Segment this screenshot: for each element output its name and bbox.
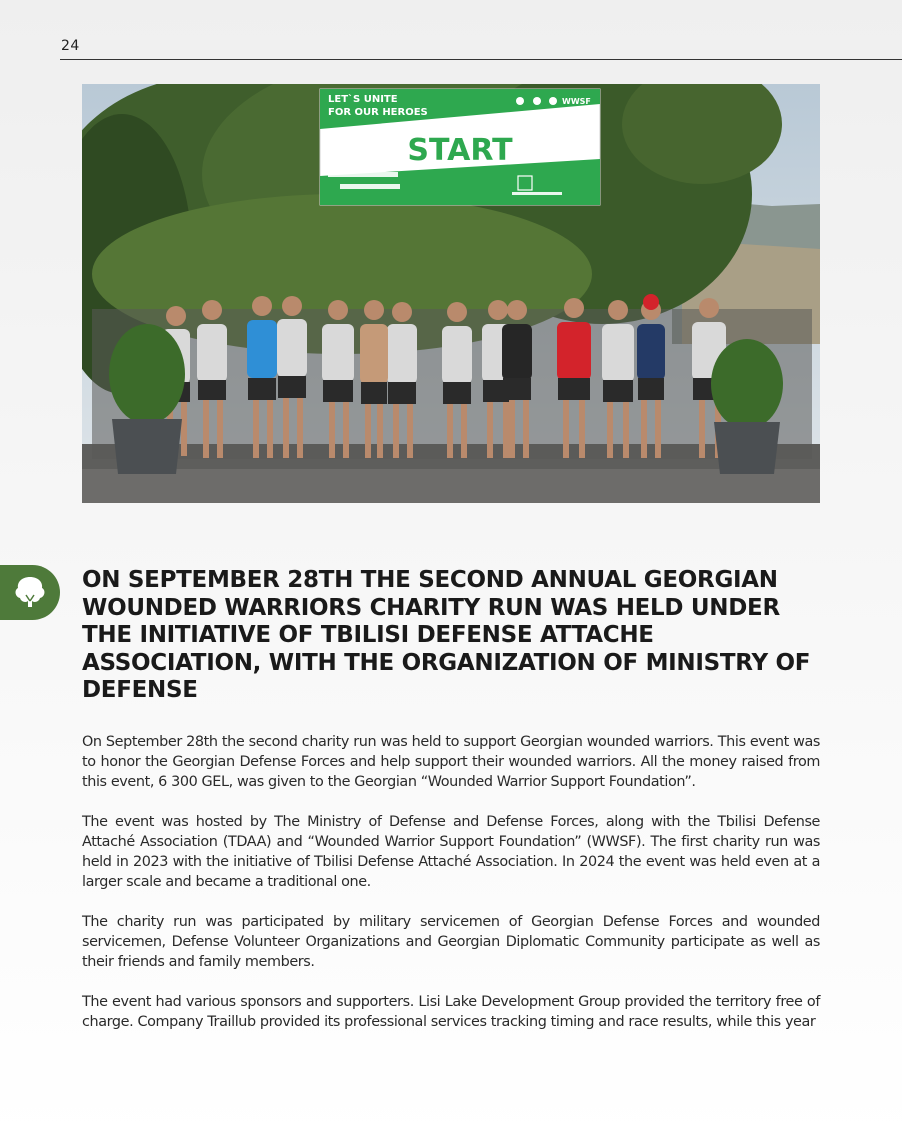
banner-sponsor: WWSF xyxy=(562,97,591,106)
paragraph-4: The event had various sponsors and supporters. Lisi Lake Development Group provided the territory free of charge. Company Traillub provided its professional services tracking timing and race results, while this year xyxy=(82,994,820,1030)
paragraph-3: The charity run was participated by military servicemen of Georgian Defense Forces and wounded servicemen, Defense Volunteer Organizations and Georgian Diplomatic Community participate as well as their friends and family members. xyxy=(82,914,820,970)
start-banner xyxy=(320,89,600,205)
sponsor-logo-icon xyxy=(549,97,557,105)
race-start-photo xyxy=(82,84,820,503)
paragraph-2: The event was hosted by The Ministry of Defense and Defense Forces, along with the Tbilisi Defense Attaché Association (TDAA) and “Wounded Warrior Support Foundation” (WWSF). The first charity run was held in 2023 with the initiative of Tbilisi Defense Attaché Association. In 2024 the event was held even at a larger scale and became a traditional one. xyxy=(82,814,820,890)
header-rule xyxy=(60,59,902,60)
tree-icon xyxy=(12,574,48,610)
banner-line2: FOR OUR HEROES xyxy=(328,107,428,118)
sponsor-logo-icon xyxy=(516,97,524,105)
article-headline: ON SEPTEMBER 28TH THE SECOND ANNUAL GEORGIAN WOUNDED WARRIORS CHARITY RUN WAS HELD UNDER THE INITIATIVE OF TBILISI DEFENSE ATTACHE ASSOCIATION, WITH THE ORGANIZATION OF MINISTRY OF DEFENSE xyxy=(82,567,811,703)
sponsor-logo-icon xyxy=(533,97,541,105)
banner-line1: LET`S UNITE xyxy=(328,94,398,105)
paragraph-1: On September 28th the second charity run was held to support Georgian wounded warriors. This event was to honor the Georgian Defense Forces and help support their wounded warriors. All the money raised from this event, 6 300 GEL, was given to the Georgian “Wounded Warrior Support Foundation”. xyxy=(82,734,820,790)
article-body xyxy=(82,732,820,1052)
page-number: 24 xyxy=(61,38,80,54)
section-tab xyxy=(0,565,60,620)
banner-start-text: START xyxy=(407,133,513,168)
